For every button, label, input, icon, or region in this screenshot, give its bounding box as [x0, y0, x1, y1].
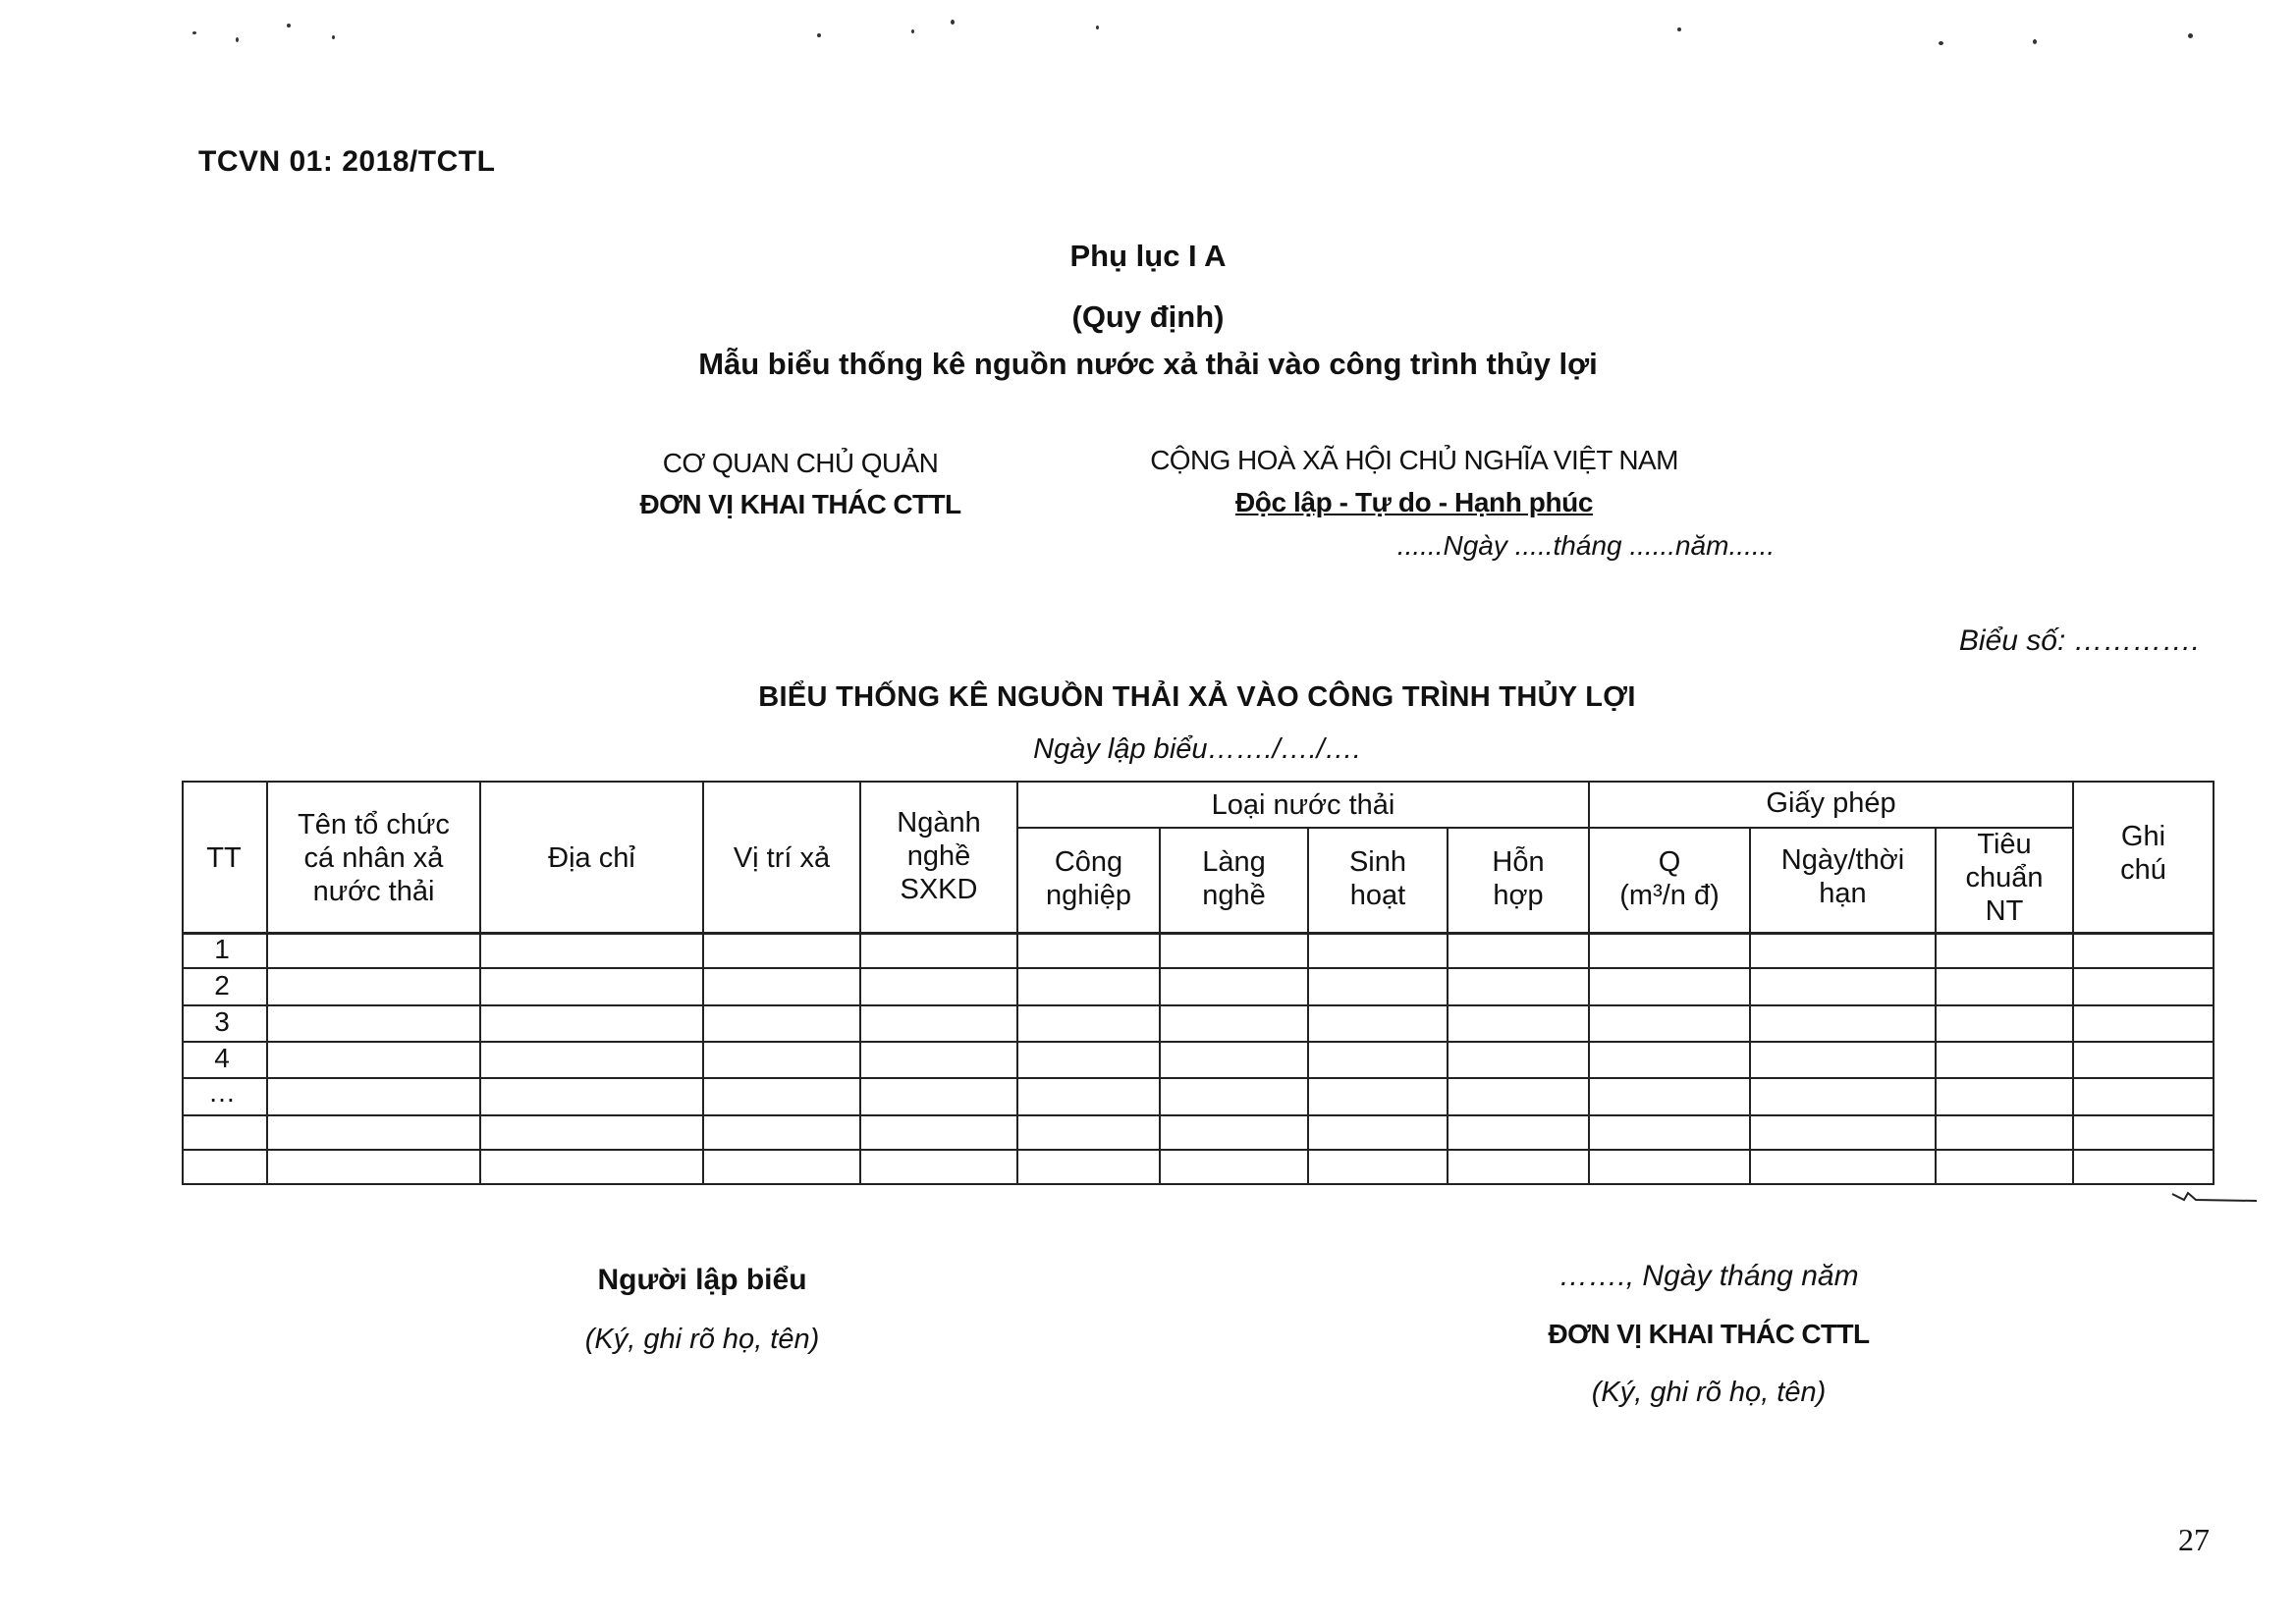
header-organization — [268, 808, 479, 908]
header-wastewater-type-label: Loại nước thải — [1211, 789, 1395, 821]
header-permit-group — [1590, 786, 2072, 820]
header-discharge-location-label: Vị trí xả — [733, 842, 831, 874]
issue-date-line: ......Ngày .....tháng ......năm...... — [1396, 530, 1776, 561]
scan-speck — [951, 20, 955, 25]
scan-speck — [2188, 33, 2193, 38]
header-industry-line1: Ngành — [897, 807, 981, 839]
table-col-line — [1588, 781, 1590, 1185]
header-permit-term-line2: hạn — [1819, 878, 1867, 909]
approver-title: ĐƠN VỊ KHAI THÁC CTTL — [1548, 1319, 1870, 1349]
header-discharge-standard-line2: chuẩn — [1965, 862, 2044, 893]
header-domestic-line2: hoạt — [1349, 880, 1406, 911]
approver-sign-note: (Ký, ghi rõ họ, tên) — [1591, 1377, 1827, 1408]
initial-mark — [2170, 1190, 2259, 1204]
header-tt-label: TT — [206, 842, 242, 874]
scan-speck — [236, 37, 239, 42]
scan-speck — [1939, 41, 1943, 45]
header-industrial — [1018, 845, 1159, 912]
approver-date-line: ……., Ngày tháng năm — [1558, 1260, 1859, 1292]
header-discharge-standard-line3: NT — [1985, 895, 2024, 927]
page-number: 27 — [2178, 1522, 2210, 1557]
table-row-line — [182, 967, 2214, 969]
appendix-description: Mẫu biểu thống kê nguồn nước xả thải vào công trình thủy lợi — [698, 347, 1598, 381]
header-organization-line2: cá nhân xả — [303, 842, 444, 874]
preparer-title: Người lập biểu — [597, 1264, 807, 1296]
header-permit-term — [1751, 843, 1935, 910]
table-border-right — [2213, 781, 2214, 1185]
table-border-bottom — [182, 1183, 2214, 1185]
table-row-line — [182, 1004, 2214, 1006]
table-group-divider — [1016, 827, 2072, 829]
header-industrial-line1: Công — [1054, 846, 1123, 878]
preparer-sign-note: (Ký, ghi rõ họ, tên) — [584, 1324, 820, 1355]
form-created-date: Ngày lập biểu……./…./…. — [1033, 733, 1361, 765]
header-craft-village — [1161, 845, 1307, 912]
header-domestic-line1: Sinh — [1348, 846, 1407, 878]
header-note-line2: chú — [2120, 854, 2166, 886]
statistics-table — [182, 781, 2214, 1185]
document-code: TCVN 01: 2018/TCTL — [198, 145, 496, 178]
table-row-number: 2 — [214, 970, 230, 1001]
operating-unit-name: ĐƠN VỊ KHAI THÁC CTTL — [639, 489, 961, 519]
appendix-subtitle: (Quy định) — [1071, 299, 1225, 334]
header-craft-village-line2: nghề — [1202, 880, 1266, 911]
header-address — [481, 841, 702, 875]
header-discharge-standard — [1937, 828, 2072, 928]
scan-speck — [911, 29, 914, 33]
table-row-line — [182, 1077, 2214, 1079]
table-row-number: … — [208, 1077, 236, 1108]
appendix-title: Phụ lục I A — [1069, 239, 1227, 273]
header-wastewater-type-group — [1018, 788, 1588, 822]
header-industry — [861, 806, 1016, 906]
scan-speck — [287, 24, 291, 27]
table-row-line — [182, 1041, 2214, 1043]
header-industrial-line2: nghiệp — [1045, 880, 1132, 911]
header-flow-q-line2: (m³/n đ) — [1619, 880, 1720, 911]
header-permit-term-line1: Ngày/thời — [1780, 844, 1905, 876]
scan-speck — [1096, 26, 1099, 29]
header-organization-line3: nước thải — [312, 876, 435, 907]
header-mixed-line1: Hỗn — [1492, 846, 1545, 878]
header-note — [2074, 820, 2213, 887]
header-flow-q-line1: Q — [1658, 846, 1681, 878]
scan-speck — [2033, 39, 2037, 44]
header-mixed-line2: hợp — [1493, 880, 1544, 911]
header-note-line1: Ghi — [2120, 821, 2166, 852]
header-craft-village-line1: Làng — [1202, 846, 1266, 878]
table-row-line — [182, 1149, 2214, 1151]
national-motto: Độc lập - Tự do - Hạnh phúc — [1234, 487, 1594, 517]
table-row-line — [182, 1114, 2214, 1116]
header-permit-label: Giấy phép — [1766, 787, 1896, 819]
form-number: Biểu số: …………. — [1958, 624, 2200, 657]
table-border-top — [182, 781, 2214, 783]
form-title: BIỂU THỐNG KÊ NGUỒN THẢI XẢ VÀO CÔNG TRÌNH THỦY LỢI — [758, 681, 1636, 713]
header-mixed — [1449, 845, 1588, 912]
header-flow-q — [1590, 845, 1749, 912]
header-discharge-standard-line1: Tiêu — [1977, 829, 2032, 860]
scan-speck — [1677, 27, 1681, 31]
table-row-number: 3 — [214, 1006, 230, 1037]
scan-speck — [332, 35, 335, 39]
header-discharge-location — [704, 841, 859, 875]
national-title: CỘNG HOÀ XÃ HỘI CHỦ NGHĨA VIỆT NAM — [1150, 445, 1678, 475]
agency-name: CƠ QUAN CHỦ QUẢN — [662, 448, 939, 478]
header-tt — [182, 841, 266, 875]
table-row-number: 4 — [214, 1043, 230, 1073]
header-domestic — [1309, 845, 1447, 912]
table-header-bottom — [182, 932, 2214, 935]
header-address-label: Địa chỉ — [548, 842, 635, 874]
scan-speck — [817, 33, 821, 37]
table-col-line — [1016, 781, 1018, 1185]
header-organization-line1: Tên tổ chức — [298, 809, 450, 840]
table-row-number: 1 — [214, 934, 230, 964]
header-industry-line2: nghề — [906, 840, 971, 872]
scan-speck — [192, 31, 196, 34]
header-industry-line3: SXKD — [900, 874, 978, 905]
